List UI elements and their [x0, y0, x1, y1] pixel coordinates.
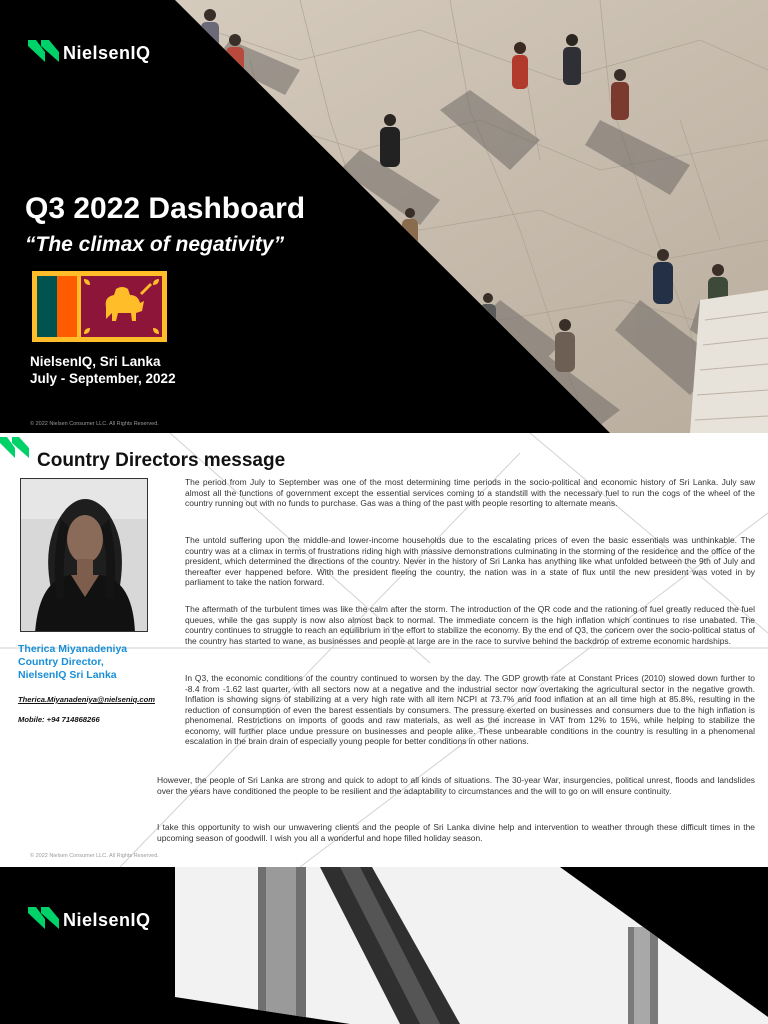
directors-message-slide [0, 433, 768, 867]
director-contact [18, 643, 127, 682]
org-country: NielsenIQ, Sri Lanka [30, 354, 161, 369]
sri-lanka-flag [32, 271, 167, 342]
footer-nielseniq-logo [28, 905, 151, 935]
footer-logo-text: NielsenIQ [63, 909, 151, 930]
message-paragraph-5: However, the people of Sri Lanka are strong and quick to adopt to all kinds of situations. The 30-year War, insurgencies, political unrest, floods and landslides over the years have conditioned the people to be resilient and the adaptability to circumstances and the will to go on will ensure continuity. [157, 775, 755, 796]
footer-logo-icon [28, 905, 60, 935]
nielseniq-mark-icon [0, 437, 30, 463]
next-slide-preview [0, 867, 768, 1024]
director-mobile: Mobile: +94 714868266 [18, 715, 100, 724]
architecture-photo [0, 867, 768, 1024]
message-paragraph-1: The period from July to September was one of the most determining time periods in the socio-political and economic history of Sri Lanka. July saw almost all the functions of government except the essential services coming to a standstill with the necessary fuel to run the cogs of the wheel of the country running out with no funds to purchase. Gas was a thing of the past with people resorting to alternate means. [185, 477, 755, 508]
director-org: NielsenIQ Sri Lanka [18, 669, 117, 681]
cover-copyright: © 2022 Nielsen Consumer LLC. All Rights Reserved. [30, 421, 159, 427]
director-portrait [20, 478, 148, 632]
org-info [30, 353, 176, 387]
nielseniq-logo-icon [28, 38, 60, 68]
message-paragraph-6: I take this opportunity to wish our unwavering clients and the people of Sri Lanka divine help and intervention to weather through these difficult times in the upcoming season of goodwill. I wish you all a wonderful and hope filled holiday season. [157, 822, 755, 843]
cover-slide [0, 0, 768, 433]
message-copyright: © 2022 Nielsen Consumer LLC. All Rights Reserved. [30, 853, 159, 859]
message-paragraph-4: In Q3, the economic conditions of the country continued to worsen by the day. The GDP growth rate at Constant Prices (2010) slowed down further to -8.4 from -1.62 last quarter, with all sectors now at a negative and the industrial sector now overtaking the agricultural sector in the negative growth. Inflation is showing signs of stabilizing at a very high rate with all item NCPI at 73.7% and food inflation at an all time high at 85.8%, resulting in the reduction of consumption of even the barest essentials by consumers. The pressure exerted on businesses and consumers due to the high inflation is phenomenal. Restrictions on imports of goods and raw materials, as well as the increase in VAT from 12% to 15%, while helping to stabilize the economy, will further place undue pressure on businesses and people alike. These unbearable conditions in the country is resulting in a phenomenal escalation in the brain drain of especially young people for better conditions in other nations. [185, 673, 755, 746]
nielseniq-logo [28, 38, 151, 68]
message-title: Country Directors message [37, 450, 286, 471]
director-role: Country Director, [18, 656, 104, 668]
portrait-image [21, 479, 148, 632]
dashboard-subtitle: “The climax of negativity” [25, 233, 285, 256]
message-paragraph-2: The untold suffering upon the middle-and lower-income households due to the escalating prices of even the basic essentials was unthinkable. The country was at a climax in terms of frustrations riding high with massive demonstrations culminating in the storming of the residence and the office of the president, which determined the directions of the country. Never in the history of Sri Lanka has anything like what unfolded between the 9th of July and thereafter ever happened before. With the president fleeing the country, the nation was in a state of flux until the new president was voted in by parliament to take the nation forward. [185, 535, 755, 587]
report-period: July - September, 2022 [30, 371, 176, 386]
nielseniq-logo-text: NielsenIQ [63, 42, 151, 63]
message-paragraph-3: The aftermath of the turbulent times was like the calm after the storm. The introduction of the QR code and the rationing of fuel greatly reduced the fuel queues, while the gas supply is now also almost back to normal. The immediate concern is the high inflation which continues to rise unabated. The country continues to struggle to reach an equilibrium in the effort to stabilize the economy. By the end of Q3, the concern over the socio-political status of the country has started to wane, as businesses and people at large are in the race to survive behind the backdrop of extreme economic hardships. [185, 604, 755, 646]
director-name: Therica Miyanadeniya [18, 643, 128, 655]
dashboard-title: Q3 2022 Dashboard [25, 192, 306, 225]
director-email-link[interactable]: Therica.Miyanadeniya@nielseniq.com [18, 695, 155, 704]
